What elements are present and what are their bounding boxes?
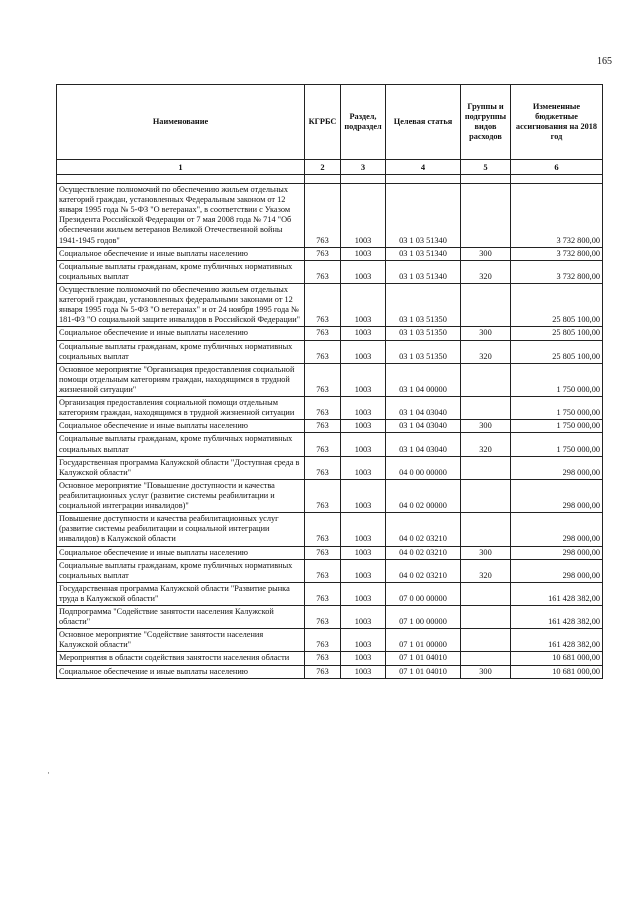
cell-article: 04 0 02 03210 xyxy=(386,546,461,559)
cell-article: 03 1 04 00000 xyxy=(386,363,461,396)
spacer-row xyxy=(57,175,603,184)
cell-section: 1003 xyxy=(341,420,386,433)
cell-article: 03 1 04 03040 xyxy=(386,433,461,456)
cell-article: 03 1 03 51350 xyxy=(386,340,461,363)
table-row xyxy=(57,420,603,433)
table-row xyxy=(57,559,603,582)
header-article: Целевая статья xyxy=(386,85,461,160)
cell-group xyxy=(461,629,511,652)
cell-article: 03 1 03 51340 xyxy=(386,184,461,248)
spacer-cell xyxy=(461,175,511,184)
cell-group xyxy=(461,479,511,512)
cell-kgrbs: 763 xyxy=(305,247,341,260)
spacer-cell xyxy=(511,175,603,184)
table-row xyxy=(57,184,603,248)
table-row xyxy=(57,513,603,546)
cell-article: 07 1 00 00000 xyxy=(386,606,461,629)
cell-kgrbs: 763 xyxy=(305,629,341,652)
cell-kgrbs: 763 xyxy=(305,433,341,456)
cell-group: 320 xyxy=(461,559,511,582)
header-number-row xyxy=(57,160,603,175)
cell-section: 1003 xyxy=(341,479,386,512)
cell-section: 1003 xyxy=(341,559,386,582)
cell-name: Основное мероприятие "Содействие занятости населения Калужской области" xyxy=(57,629,305,652)
table-body xyxy=(57,175,603,679)
header-group: Группы и подгруппы видов расходов xyxy=(461,85,511,160)
table-row xyxy=(57,606,603,629)
header-row xyxy=(57,85,603,160)
cell-name: Основное мероприятие "Повышение доступности и качества реабилитационных услуг (развитие системы реабилитации и социальной интеграции инвалидов)" xyxy=(57,479,305,512)
cell-group: 300 xyxy=(461,665,511,678)
cell-amount: 298 000,00 xyxy=(511,559,603,582)
header-number: 1 xyxy=(57,160,305,175)
cell-amount: 1 750 000,00 xyxy=(511,433,603,456)
table-row xyxy=(57,340,603,363)
cell-name: Социальные выплаты гражданам, кроме публичных нормативных социальных выплат xyxy=(57,433,305,456)
cell-group xyxy=(461,283,511,326)
cell-group: 300 xyxy=(461,247,511,260)
cell-group xyxy=(461,363,511,396)
table-header xyxy=(57,85,603,175)
cell-article: 03 1 04 03040 xyxy=(386,397,461,420)
cell-group: 320 xyxy=(461,340,511,363)
cell-group: 320 xyxy=(461,433,511,456)
cell-kgrbs: 763 xyxy=(305,652,341,665)
header-number: 4 xyxy=(386,160,461,175)
cell-name: Социальное обеспечение и иные выплаты населению xyxy=(57,546,305,559)
cell-group xyxy=(461,184,511,248)
cell-kgrbs: 763 xyxy=(305,546,341,559)
cell-kgrbs: 763 xyxy=(305,420,341,433)
table-row xyxy=(57,546,603,559)
margin-mark: · xyxy=(47,768,50,778)
header-section: Раздел, подраздел xyxy=(341,85,386,160)
cell-amount: 25 805 100,00 xyxy=(511,283,603,326)
table-row xyxy=(57,283,603,326)
table-row xyxy=(57,665,603,678)
cell-group xyxy=(461,652,511,665)
cell-section: 1003 xyxy=(341,283,386,326)
header-kgrbs: КГРБС xyxy=(305,85,341,160)
cell-kgrbs: 763 xyxy=(305,363,341,396)
cell-name: Государственная программа Калужской области "Развитие рынка труда в Калужской области" xyxy=(57,582,305,605)
cell-name: Повышение доступности и качества реабилитационных услуг (развитие системы реабилитации и социальной интеграции инвалидов) в Калужской области xyxy=(57,513,305,546)
cell-kgrbs: 763 xyxy=(305,340,341,363)
cell-amount: 298 000,00 xyxy=(511,479,603,512)
cell-section: 1003 xyxy=(341,340,386,363)
cell-section: 1003 xyxy=(341,582,386,605)
cell-name: Осуществление полномочий по обеспечению жильем отдельных категорий граждан, установленных Федеральным законом от 12 января 1995 года № 5-ФЗ "О ветеранах", в соответствии с Указом Президента Российской Федерации от 7 мая 2008 года № 714 "Об обеспечении жильем ветеранов Великой Отечественной войны 1941-1945 годов" xyxy=(57,184,305,248)
header-number: 5 xyxy=(461,160,511,175)
header-amount: Измененные бюджетные ассигнования на 2018 год xyxy=(511,85,603,160)
table-row xyxy=(57,433,603,456)
cell-amount: 25 805 100,00 xyxy=(511,327,603,340)
cell-group xyxy=(461,456,511,479)
header-number: 3 xyxy=(341,160,386,175)
spacer-cell xyxy=(57,175,305,184)
cell-section: 1003 xyxy=(341,513,386,546)
cell-kgrbs: 763 xyxy=(305,582,341,605)
cell-group xyxy=(461,582,511,605)
cell-amount: 1 750 000,00 xyxy=(511,397,603,420)
table-row xyxy=(57,629,603,652)
budget-table xyxy=(56,84,603,679)
cell-group: 300 xyxy=(461,546,511,559)
cell-article: 07 0 00 00000 xyxy=(386,582,461,605)
cell-amount: 298 000,00 xyxy=(511,513,603,546)
table-row xyxy=(57,363,603,396)
cell-amount: 1 750 000,00 xyxy=(511,363,603,396)
cell-kgrbs: 763 xyxy=(305,397,341,420)
cell-section: 1003 xyxy=(341,629,386,652)
header-name: Наименование xyxy=(57,85,305,160)
table-row xyxy=(57,652,603,665)
cell-article: 07 1 01 04010 xyxy=(386,652,461,665)
spacer-cell xyxy=(341,175,386,184)
spacer-cell xyxy=(386,175,461,184)
cell-name: Социальное обеспечение и иные выплаты населению xyxy=(57,327,305,340)
table-row xyxy=(57,479,603,512)
header-number: 6 xyxy=(511,160,603,175)
cell-amount: 25 805 100,00 xyxy=(511,340,603,363)
cell-name: Основное мероприятие "Организация предоставления социальной помощи отдельным категориям граждан, находящимся в трудной жизненной ситуации" xyxy=(57,363,305,396)
table-row xyxy=(57,247,603,260)
cell-name: Социальные выплаты гражданам, кроме публичных нормативных социальных выплат xyxy=(57,559,305,582)
cell-section: 1003 xyxy=(341,665,386,678)
cell-section: 1003 xyxy=(341,184,386,248)
cell-amount: 3 732 800,00 xyxy=(511,247,603,260)
spacer-cell xyxy=(305,175,341,184)
cell-amount: 161 428 382,00 xyxy=(511,582,603,605)
cell-kgrbs: 763 xyxy=(305,665,341,678)
cell-article: 03 1 04 03040 xyxy=(386,420,461,433)
table-row xyxy=(57,260,603,283)
cell-kgrbs: 763 xyxy=(305,327,341,340)
cell-name: Подпрограмма "Содействие занятости населения Калужской области" xyxy=(57,606,305,629)
cell-section: 1003 xyxy=(341,260,386,283)
cell-article: 07 1 01 00000 xyxy=(386,629,461,652)
cell-article: 07 1 01 04010 xyxy=(386,665,461,678)
cell-section: 1003 xyxy=(341,456,386,479)
cell-amount: 298 000,00 xyxy=(511,456,603,479)
cell-group xyxy=(461,513,511,546)
cell-kgrbs: 763 xyxy=(305,479,341,512)
cell-amount: 1 750 000,00 xyxy=(511,420,603,433)
cell-amount: 161 428 382,00 xyxy=(511,606,603,629)
cell-group xyxy=(461,606,511,629)
cell-article: 04 0 02 00000 xyxy=(386,479,461,512)
cell-section: 1003 xyxy=(341,606,386,629)
cell-group xyxy=(461,397,511,420)
cell-section: 1003 xyxy=(341,652,386,665)
cell-kgrbs: 763 xyxy=(305,283,341,326)
cell-name: Социальные выплаты гражданам, кроме публичных нормативных социальных выплат xyxy=(57,340,305,363)
cell-article: 03 1 03 51350 xyxy=(386,327,461,340)
cell-amount: 161 428 382,00 xyxy=(511,629,603,652)
header-number: 2 xyxy=(305,160,341,175)
cell-article: 03 1 03 51350 xyxy=(386,283,461,326)
table-row xyxy=(57,582,603,605)
cell-group: 320 xyxy=(461,260,511,283)
cell-kgrbs: 763 xyxy=(305,606,341,629)
table-row xyxy=(57,397,603,420)
cell-name: Социальные выплаты гражданам, кроме публичных нормативных социальных выплат xyxy=(57,260,305,283)
cell-kgrbs: 763 xyxy=(305,513,341,546)
cell-name: Социальное обеспечение и иные выплаты населению xyxy=(57,665,305,678)
cell-amount: 10 681 000,00 xyxy=(511,652,603,665)
cell-group: 300 xyxy=(461,327,511,340)
table-row xyxy=(57,456,603,479)
cell-article: 04 0 00 00000 xyxy=(386,456,461,479)
cell-kgrbs: 763 xyxy=(305,559,341,582)
cell-section: 1003 xyxy=(341,433,386,456)
cell-amount: 298 000,00 xyxy=(511,546,603,559)
cell-kgrbs: 763 xyxy=(305,184,341,248)
cell-kgrbs: 763 xyxy=(305,456,341,479)
table-row xyxy=(57,327,603,340)
cell-amount: 10 681 000,00 xyxy=(511,665,603,678)
cell-name: Организация предоставления социальной помощи отдельным категориям граждан, находящимся в трудной жизненной ситуации xyxy=(57,397,305,420)
cell-group: 300 xyxy=(461,420,511,433)
cell-name: Осуществление полномочий по обеспечению жильем отдельных категорий граждан, установленных федеральными законами от 12 января 1995 года № 5-ФЗ "О ветеранах" и от 24 ноября 1995 года № 181-ФЗ "О социальной защите инвалидов в Российской Федерации" xyxy=(57,283,305,326)
cell-article: 03 1 03 51340 xyxy=(386,260,461,283)
cell-name: Государственная программа Калужской области "Доступная среда в Калужской области" xyxy=(57,456,305,479)
cell-section: 1003 xyxy=(341,546,386,559)
cell-name: Социальное обеспечение и иные выплаты населению xyxy=(57,420,305,433)
cell-article: 04 0 02 03210 xyxy=(386,559,461,582)
cell-article: 03 1 03 51340 xyxy=(386,247,461,260)
cell-section: 1003 xyxy=(341,397,386,420)
cell-article: 04 0 02 03210 xyxy=(386,513,461,546)
cell-section: 1003 xyxy=(341,327,386,340)
cell-section: 1003 xyxy=(341,363,386,396)
page-number: 165 xyxy=(597,56,612,67)
cell-amount: 3 732 800,00 xyxy=(511,184,603,248)
cell-amount: 3 732 800,00 xyxy=(511,260,603,283)
cell-section: 1003 xyxy=(341,247,386,260)
cell-name: Мероприятия в области содействия занятости населения области xyxy=(57,652,305,665)
cell-kgrbs: 763 xyxy=(305,260,341,283)
cell-name: Социальное обеспечение и иные выплаты населению xyxy=(57,247,305,260)
